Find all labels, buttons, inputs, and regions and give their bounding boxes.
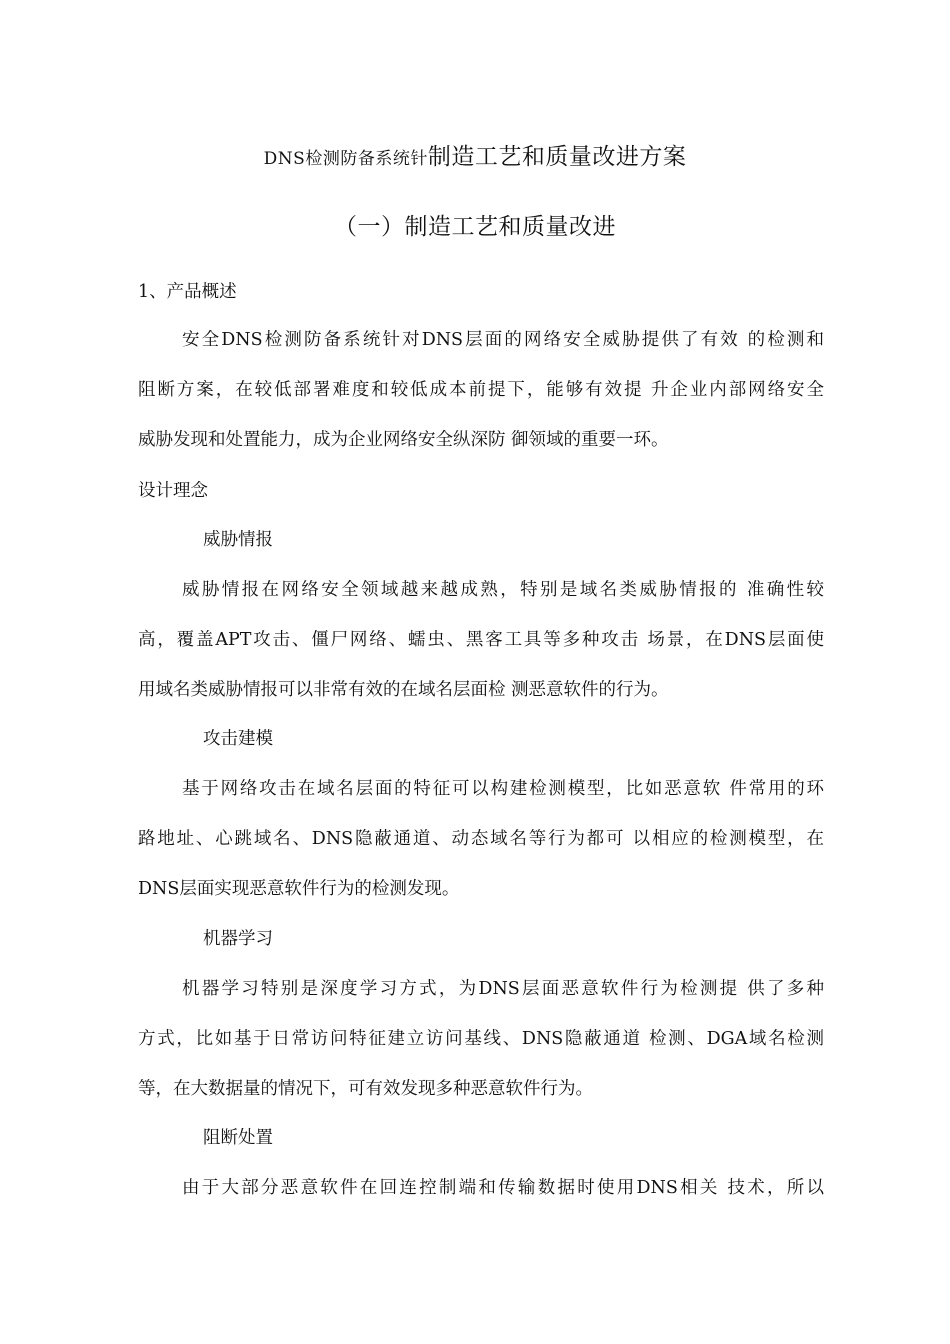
paragraph-line: DNS层面实现恶意软件行为的检测发现。	[138, 879, 460, 899]
paragraph-line: 高，覆盖APT攻击、僵尸网络、蠕虫、黑客工具等多种攻击 场景，在DNS层面使	[138, 630, 824, 650]
paragraph-line: 路地址、心跳域名、DNS隐蔽通道、动态域名等行为都可 以相应的检测模型，在	[138, 829, 824, 849]
section-heading-overview: 1、产品概述	[138, 282, 237, 302]
paragraph-line: 威胁发现和处置能力，成为企业网络安全纵深防 御领域的重要一环。	[138, 430, 669, 450]
paragraph-line: 等，在大数据量的情况下，可有效发现多种恶意软件行为。	[138, 1079, 593, 1099]
document-subtitle: （一）制造工艺和质量改进	[334, 214, 616, 240]
title-prefix: DNS检测防备系统针	[263, 149, 428, 169]
subheading-machine-learning: 机器学习	[203, 929, 273, 949]
paragraph-line: 威胁情报在网络安全领域越来越成熟，特别是域名类威胁情报的 准确性较	[182, 580, 824, 600]
paragraph-line: 阻断方案，在较低部署难度和较低成本前提下，能够有效提 升企业内部网络安全	[138, 380, 824, 400]
subheading-blocking: 阻断处置	[203, 1128, 273, 1148]
paragraph-line: 安全DNS检测防备系统针对DNS层面的网络安全威胁提供了有效 的检测和	[182, 330, 824, 350]
paragraph-line: 用域名类威胁情报可以非常有效的在域名层面检 测恶意软件的行为。	[138, 680, 669, 700]
paragraph-line: 方式，比如基于日常访问特征建立访问基线、DNS隐蔽通道 检测、DGA域名检测	[138, 1029, 824, 1049]
section-heading-design: 设计理念	[138, 481, 208, 501]
document-title	[0, 138, 950, 171]
paragraph-line: 机器学习特别是深度学习方式，为DNS层面恶意软件行为检测提 供了多种	[182, 979, 824, 999]
subheading-threat-intel: 威胁情报	[203, 530, 273, 550]
title-rest: 制造工艺和质量改进方案	[427, 144, 687, 170]
paragraph-line: 基于网络攻击在域名层面的特征可以构建检测模型，比如恶意软 件常用的环	[182, 779, 824, 799]
subheading-attack-model: 攻击建模	[203, 729, 273, 749]
paragraph-line: 由于大部分恶意软件在回连控制端和传输数据时使用DNS相关 技术，所以	[182, 1178, 824, 1198]
